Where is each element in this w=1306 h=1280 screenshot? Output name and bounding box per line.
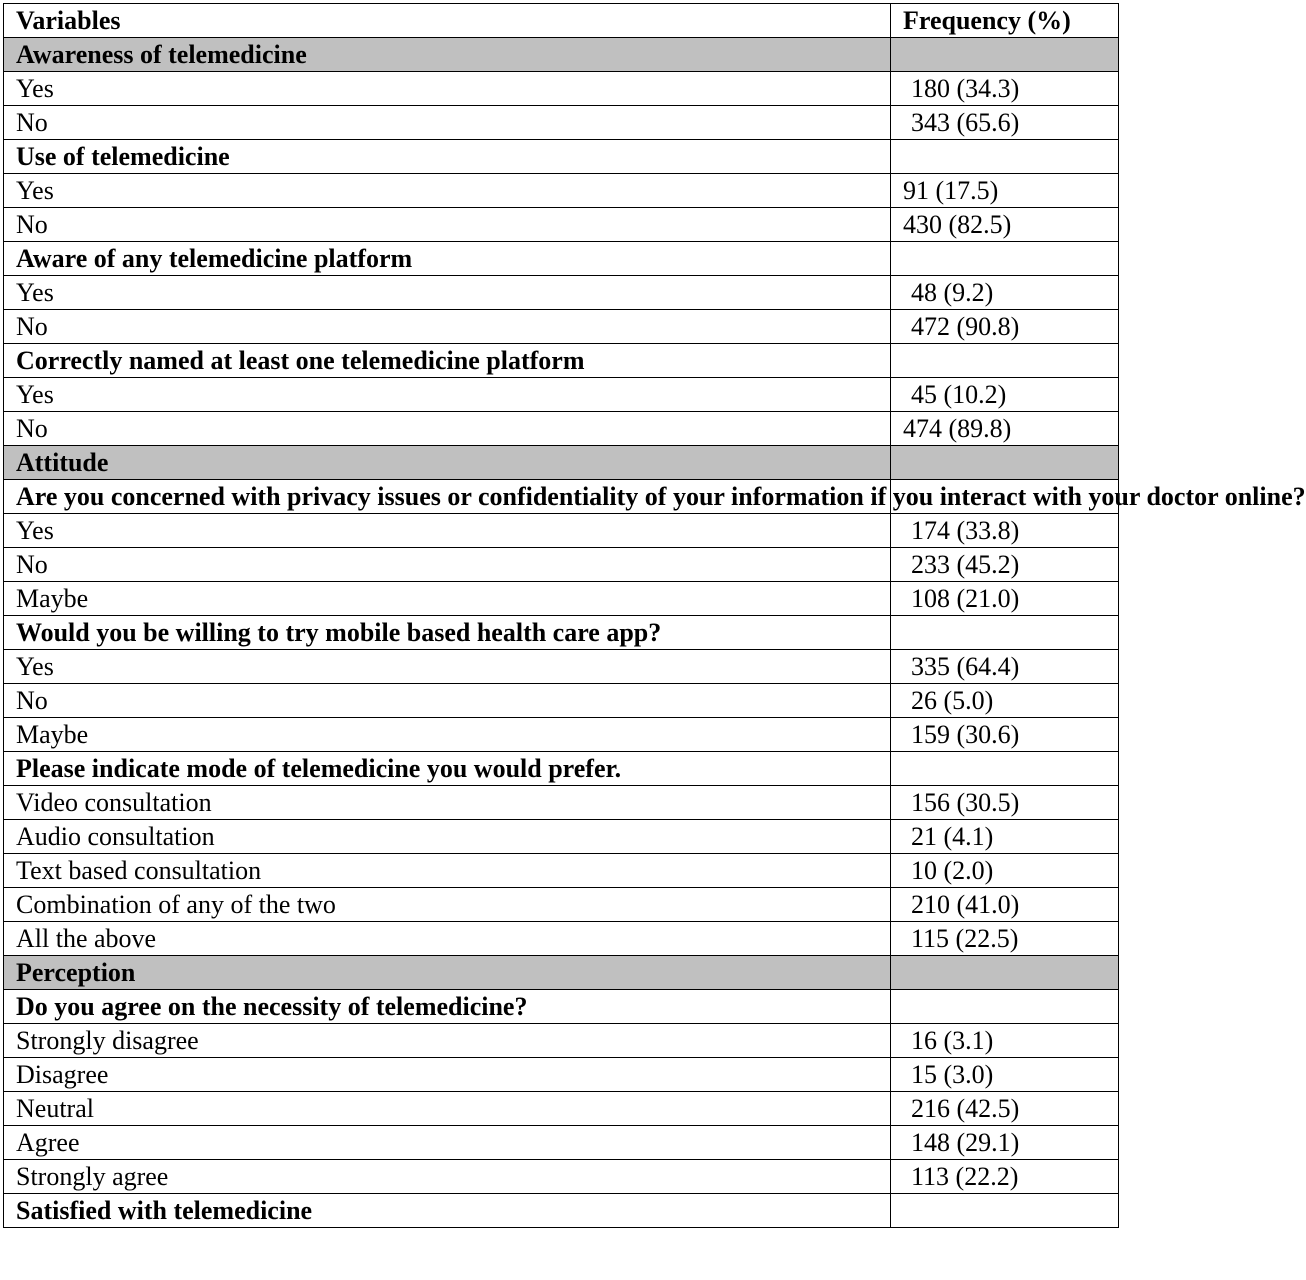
row-frequency (891, 1194, 1119, 1228)
table-row (4, 310, 1119, 344)
row-frequency: 174 (33.8) (891, 514, 1119, 548)
row-frequency (891, 956, 1119, 990)
question-row (4, 344, 1119, 378)
row-label: Yes (4, 650, 891, 684)
question-label: Do you agree on the necessity of telemedicine? (4, 990, 891, 1024)
row-label: Text based consultation (4, 854, 891, 888)
row-frequency: 159 (30.6) (891, 718, 1119, 752)
table-row (4, 1160, 1119, 1194)
row-frequency: 430 (82.5) (891, 208, 1119, 242)
row-frequency: 335 (64.4) (891, 650, 1119, 684)
question-label: Aware of any telemedicine platform (4, 242, 891, 276)
table-row (4, 650, 1119, 684)
table-row (4, 718, 1119, 752)
table-row (4, 582, 1119, 616)
row-label: Maybe (4, 582, 891, 616)
row-frequency: 343 (65.6) (891, 106, 1119, 140)
header-variables: Variables (4, 4, 891, 38)
table-row (4, 1126, 1119, 1160)
table-row (4, 106, 1119, 140)
table-row (4, 888, 1119, 922)
table-header-row (4, 4, 1119, 38)
question-label: Would you be willing to try mobile based health care app? (4, 616, 891, 650)
row-frequency (891, 242, 1119, 276)
table-row (4, 514, 1119, 548)
table-body (4, 38, 1306, 1228)
row-frequency: 472 (90.8) (891, 310, 1119, 344)
row-frequency: 210 (41.0) (891, 888, 1119, 922)
question-label: Correctly named at least one telemedicine platform (4, 344, 891, 378)
row-frequency (891, 446, 1119, 480)
table-row (4, 786, 1119, 820)
table-row (4, 1058, 1119, 1092)
row-label: No (4, 208, 891, 242)
table-row (4, 820, 1119, 854)
row-frequency: 113 (22.2) (891, 1160, 1119, 1194)
row-frequency: 21 (4.1) (891, 820, 1119, 854)
row-label: All the above (4, 922, 891, 956)
row-label: Agree (4, 1126, 891, 1160)
section-row (4, 446, 1119, 480)
table-row (4, 854, 1119, 888)
row-frequency: 148 (29.1) (891, 1126, 1119, 1160)
table-row (4, 1092, 1119, 1126)
row-frequency (891, 752, 1119, 786)
table-row (4, 412, 1119, 446)
table-row (4, 174, 1119, 208)
row-frequency (891, 616, 1119, 650)
row-label: Disagree (4, 1058, 891, 1092)
section-label: Awareness of telemedicine (4, 38, 891, 72)
row-label: No (4, 310, 891, 344)
row-frequency: 233 (45.2) (891, 548, 1119, 582)
row-label: Strongly agree (4, 1160, 891, 1194)
table-row (4, 72, 1119, 106)
row-label: Audio consultation (4, 820, 891, 854)
row-frequency: 10 (2.0) (891, 854, 1119, 888)
table-row (4, 276, 1119, 310)
question-row (4, 752, 1119, 786)
section-label: Attitude (4, 446, 891, 480)
row-frequency: 48 (9.2) (891, 276, 1119, 310)
row-label: Maybe (4, 718, 891, 752)
row-frequency (891, 140, 1119, 174)
row-frequency (891, 990, 1119, 1024)
row-frequency: 15 (3.0) (891, 1058, 1119, 1092)
row-label: Combination of any of the two (4, 888, 891, 922)
question-row (4, 480, 1119, 514)
row-label: No (4, 412, 891, 446)
row-label: Yes (4, 72, 891, 106)
row-frequency: 16 (3.1) (891, 1024, 1119, 1058)
table-row (4, 1024, 1119, 1058)
row-label: No (4, 684, 891, 718)
row-label: No (4, 106, 891, 140)
row-label: Yes (4, 174, 891, 208)
question-label: Are you concerned with privacy issues or confidentiality of your information if you interact with your doctor online? (4, 480, 891, 514)
row-frequency: 156 (30.5) (891, 786, 1119, 820)
table-row (4, 378, 1119, 412)
header-frequency: Frequency (%) (891, 4, 1119, 38)
row-label: Yes (4, 276, 891, 310)
row-frequency: 474 (89.8) (891, 412, 1119, 446)
table-row (4, 684, 1119, 718)
row-frequency: 91 (17.5) (891, 174, 1119, 208)
row-label: No (4, 548, 891, 582)
row-label: Neutral (4, 1092, 891, 1126)
question-row (4, 1194, 1119, 1228)
frequency-table (3, 3, 1306, 1228)
section-row (4, 38, 1119, 72)
table-row (4, 208, 1119, 242)
row-frequency: 108 (21.0) (891, 582, 1119, 616)
row-frequency: 45 (10.2) (891, 378, 1119, 412)
row-label: Strongly disagree (4, 1024, 891, 1058)
row-frequency (891, 38, 1119, 72)
row-frequency (891, 344, 1119, 378)
table-row (4, 548, 1119, 582)
section-label: Perception (4, 956, 891, 990)
row-frequency: 216 (42.5) (891, 1092, 1119, 1126)
row-label: Yes (4, 378, 891, 412)
question-row (4, 242, 1119, 276)
row-frequency: 180 (34.3) (891, 72, 1119, 106)
table-row (4, 922, 1119, 956)
question-row (4, 616, 1119, 650)
question-label: Please indicate mode of telemedicine you would prefer. (4, 752, 891, 786)
question-label: Satisfied with telemedicine (4, 1194, 891, 1228)
row-frequency: 115 (22.5) (891, 922, 1119, 956)
question-row (4, 990, 1119, 1024)
question-label: Use of telemedicine (4, 140, 891, 174)
row-label: Video consultation (4, 786, 891, 820)
section-row (4, 956, 1119, 990)
row-label: Yes (4, 514, 891, 548)
question-row (4, 140, 1119, 174)
row-frequency: 26 (5.0) (891, 684, 1119, 718)
